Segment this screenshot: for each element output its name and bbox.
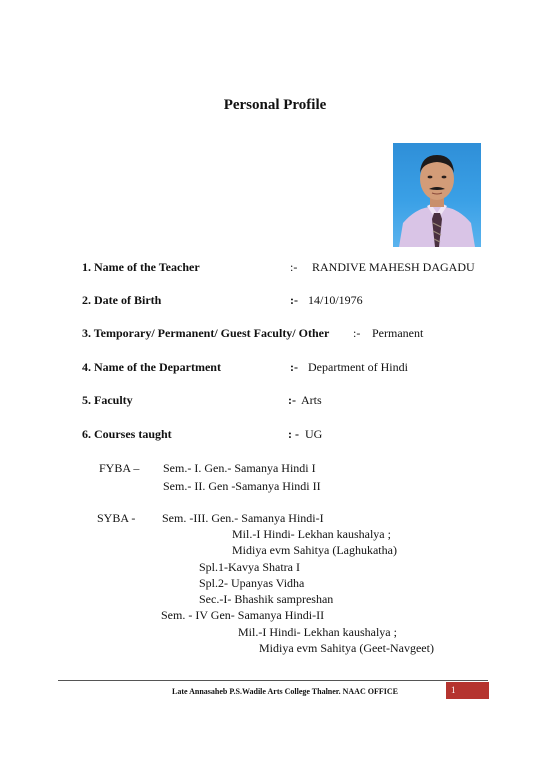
- field-separator: :-: [290, 360, 298, 374]
- field-value: Permanent: [372, 326, 424, 340]
- field-value: Arts: [301, 393, 322, 407]
- footer-divider: [58, 680, 488, 681]
- course-line: Mil.-I Hindi- Lekhan kaushalya ;: [232, 527, 391, 541]
- course-line: Sem. - IV Gen- Samanya Hindi-II: [161, 608, 325, 622]
- course-line: Midiya evm Sahitya (Geet-Navgeet): [259, 641, 434, 655]
- syba-label: SYBA -: [97, 511, 136, 525]
- course-line: Midiya evm Sahitya (Laghukatha): [232, 543, 397, 557]
- field-separator: :-: [290, 260, 298, 274]
- field-separator: :-: [353, 326, 361, 340]
- fyba-label: FYBA –: [99, 461, 140, 475]
- portrait-image: [393, 143, 481, 247]
- footer-text: Late Annasaheb P.S.Wadile Arts College Thalner. NAAC OFFICE: [172, 687, 398, 696]
- course-line: Sec.-I- Bhashik sampreshan: [199, 592, 334, 606]
- field-separator: : -: [288, 427, 299, 441]
- page-number-badge: 1: [446, 682, 489, 699]
- field-value: Department of Hindi: [308, 360, 408, 374]
- course-line: Sem.- I. Gen.- Samanya Hindi I: [163, 461, 316, 475]
- page-title: Personal Profile: [223, 97, 327, 113]
- course-line: Sem.- II. Gen -Samanya Hindi II: [163, 479, 321, 493]
- teacher-photo: [393, 143, 481, 247]
- field-value: UG: [305, 427, 323, 441]
- field-label: 4. Name of the Department: [82, 360, 221, 374]
- field-separator: :-: [290, 293, 298, 307]
- field-label: 6. Courses taught: [82, 427, 172, 441]
- course-line: Spl.2- Upanyas Vidha: [199, 576, 305, 590]
- field-value: 14/10/1976: [308, 293, 363, 307]
- field-value: RANDIVE MAHESH DAGADU: [312, 260, 475, 274]
- field-separator: :-: [288, 393, 296, 407]
- course-line: Spl.1-Kavya Shatra I: [199, 560, 300, 574]
- course-line: Mil.-I Hindi- Lekhan kaushalya ;: [238, 625, 397, 639]
- field-label: 3. Temporary/ Permanent/ Guest Faculty/ Other: [82, 326, 330, 340]
- course-line: Sem. -III. Gen.- Samanya Hindi-I: [162, 511, 324, 525]
- field-label: 5. Faculty: [82, 393, 133, 407]
- field-label: 1. Name of the Teacher: [82, 260, 200, 274]
- field-label: 2. Date of Birth: [82, 293, 162, 307]
